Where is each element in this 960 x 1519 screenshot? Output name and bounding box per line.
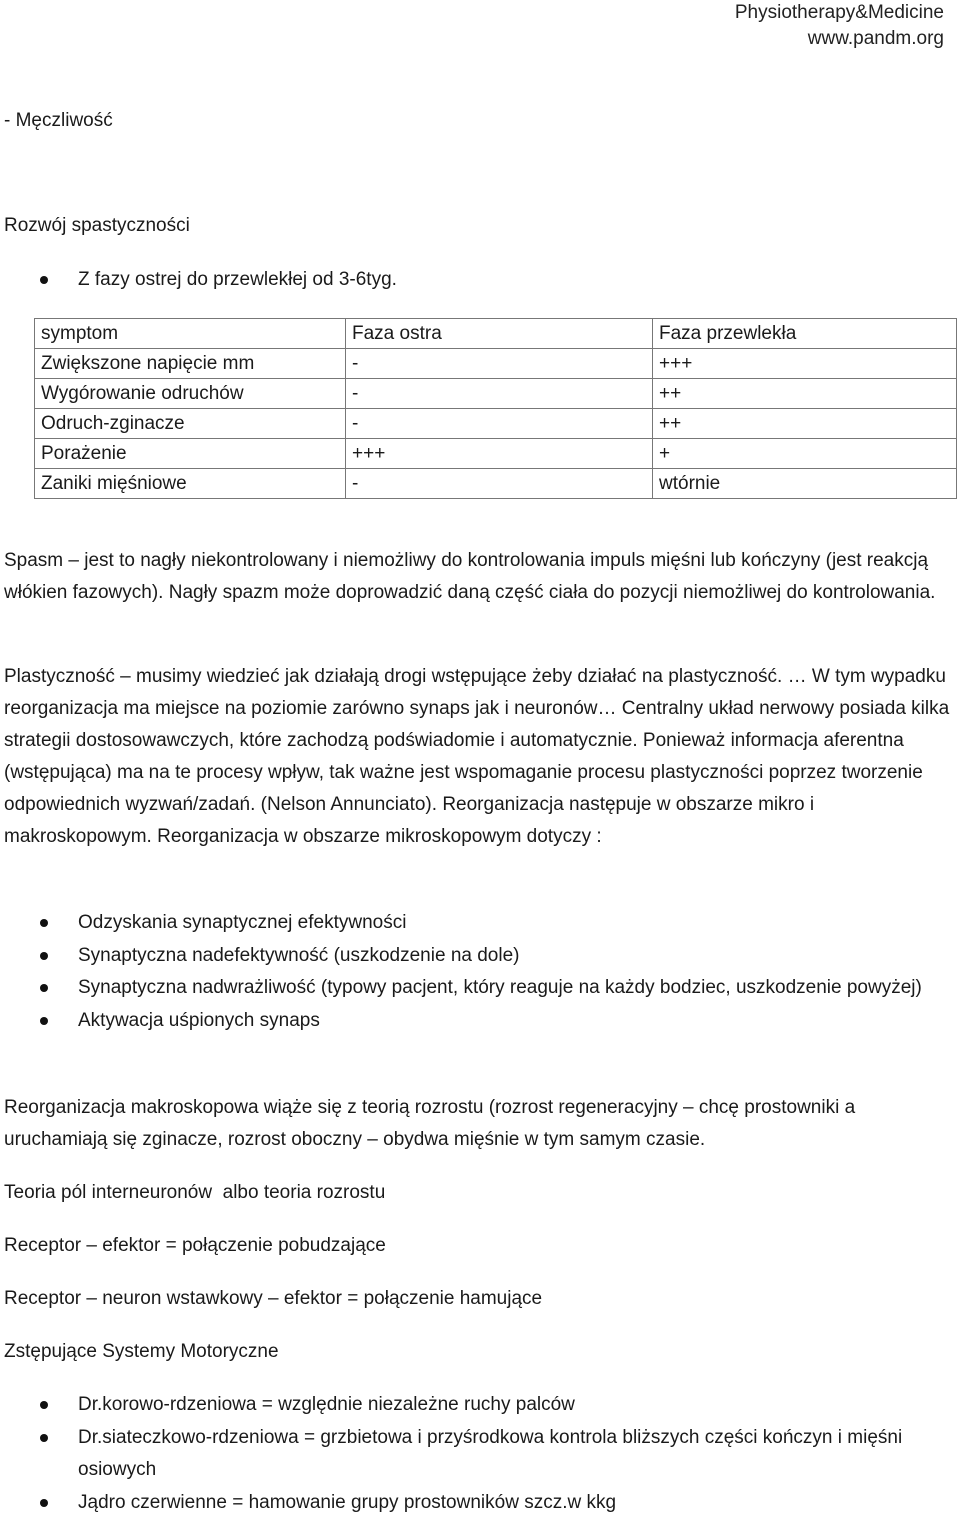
table-cell: -: [346, 469, 653, 499]
table-row: [35, 379, 957, 409]
header-title: Physiotherapy&Medicine: [735, 0, 944, 26]
table-row: [35, 409, 957, 439]
plasticity-paragraph: Plastyczność – musimy wiedzieć jak działają drogi wstępujące żeby działać na plastyczność. … W tym wypadku reorganizacja ma miejsce na poziomie zarówno synaps jak i neuronów… Centralny układ nerwowy posiada kilka strategii dostosowawczych, które zachodzą podświadomie i automatycznie. Ponieważ informacja aferentna (wstępująca) ma na te procesy wpływ, tak ważne jest wspomaganie procesu plastyczności poprzez tworzenie odpowiednich wyzwań/zadań. (Nelson Annunciato). Reorganizacja następuje w obszarze mikro i makroskopowym. Reorganizacja w obszarze mikroskopowym dotyczy :: [4, 661, 952, 853]
spasticity-heading: Rozwój spastyczności: [4, 211, 952, 241]
list-item: Aktywacja uśpionych synaps: [0, 1005, 950, 1038]
table-cell: Zaniki mięśniowe: [35, 469, 346, 499]
table-cell: Odruch-zginacze: [35, 409, 346, 439]
motor-systems-heading: Zstępujące Systemy Motoryczne: [4, 1336, 952, 1368]
receptor-excitatory-line: Receptor – efektor = połączenie pobudzające: [4, 1230, 952, 1262]
spasm-paragraph: Spasm – jest to nagły niekontrolowany i niemożliwy do kontrolowania impuls mięśni lub kończyny (jest reakcją włókien fazowych). Nagły spazm może doprowadzić daną część ciała do pozycji niemożliwej do kontrolowania.: [4, 545, 952, 609]
list-item: Z fazy ostrej do przewlekłej od 3-6tyg.: [0, 264, 950, 297]
list-item: Odzyskania synaptycznej efektywności: [0, 907, 950, 940]
table-cell: -: [346, 409, 653, 439]
list-item: Synaptyczna nadefektywność (uszkodzenie na dole): [0, 940, 950, 973]
list-item: Jądro czerwienne = hamowanie grupy prostowników szcz.w kkg: [0, 1487, 950, 1519]
table-cell: +++: [346, 439, 653, 469]
table-cell: ++: [653, 409, 957, 439]
table-cell: Porażenie: [35, 439, 346, 469]
list-item: Synaptyczna nadwrażliwość (typowy pacjent, który reaguje na każdy bodziec, uszkodzenie powyżej): [0, 972, 950, 1005]
header-url: www.pandm.org: [735, 26, 944, 52]
table-cell: +++: [653, 349, 957, 379]
table-cell: +: [653, 439, 957, 469]
table-row: [35, 469, 957, 499]
micro-reorganization-list: [0, 907, 950, 1037]
macro-paragraph: Reorganizacja makroskopowa wiąże się z teorią rozrostu (rozrost regeneracyjny – chcę prostowniki a uruchamiają się zginacze, rozrost oboczny – obydwa mięśnie w tym samym czasie.: [4, 1092, 952, 1156]
table-cell: -: [346, 349, 653, 379]
table-cell: Wygórowanie odruchów: [35, 379, 346, 409]
table-header-cell: Faza przewlekła: [653, 319, 957, 349]
table-cell: ++: [653, 379, 957, 409]
table-cell: -: [346, 379, 653, 409]
table-row: [35, 439, 957, 469]
table-header-row: [35, 319, 957, 349]
symptom-table: [34, 318, 957, 499]
table-header-cell: Faza ostra: [346, 319, 653, 349]
spasticity-list: [0, 264, 950, 297]
theory-line: Teoria pól interneuronów albo teoria rozrostu: [4, 1177, 952, 1209]
receptor-inhibitory-line: Receptor – neuron wstawkowy – efektor = połączenie hamujące: [4, 1283, 952, 1315]
table-row: [35, 349, 957, 379]
list-item: Dr.korowo-rdzeniowa = względnie niezależne ruchy palców: [0, 1389, 950, 1422]
document-header: [735, 0, 944, 52]
table-cell: Zwiększone napięcie mm: [35, 349, 346, 379]
motor-systems-list: [0, 1389, 950, 1519]
list-item: Dr.siateczkowo-rdzeniowa = grzbietowa i przyśrodkowa kontrola bliższych części kończyn i mięśni osiowych: [0, 1422, 950, 1487]
intro-item: - Męczliwość: [4, 106, 952, 136]
table-header-cell: symptom: [35, 319, 346, 349]
table-cell: wtórnie: [653, 469, 957, 499]
